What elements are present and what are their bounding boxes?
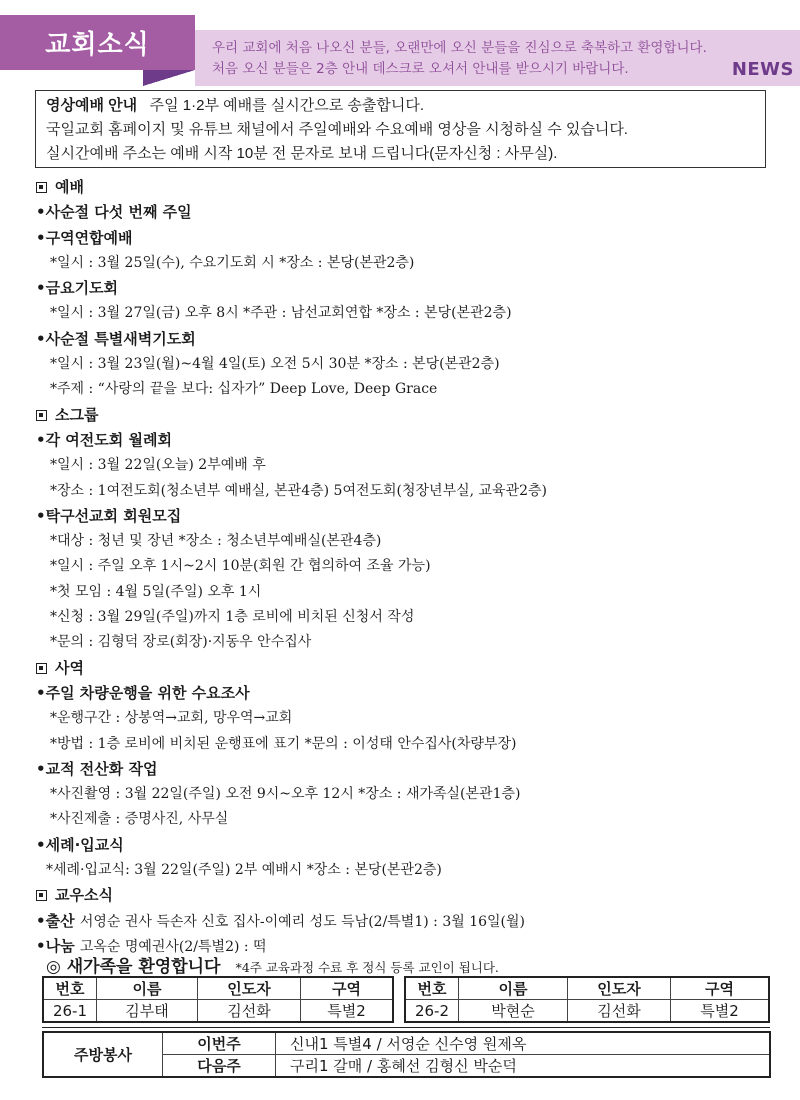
new-family-table-1 bbox=[42, 976, 394, 1023]
detail-line: *사진제출 : 증명사진, 사무실 bbox=[50, 811, 229, 828]
notice-line-2: 국일교회 홈페이지 및 유튜브 채널에서 주일예배와 수요예배 영상을 시청하실 수 있습니다. bbox=[46, 121, 628, 138]
item-text: 서영순 권사 득손자 신호 집사-이예리 성도 득남(2/특별1) : 3월 16일(월) bbox=[79, 913, 525, 930]
worship-item-district-service: •구역연합예배 bbox=[36, 228, 133, 247]
cell-name: 박현순 bbox=[459, 1000, 568, 1023]
column-header: 인도자 bbox=[568, 977, 671, 1000]
square-bullet-icon bbox=[36, 182, 47, 193]
item-text: 고옥순 명예권사(2/특별2) : 떡 bbox=[79, 938, 267, 955]
divider bbox=[42, 1027, 770, 1028]
detail-line: *일시 : 3월 25일(수), 수요기도회 시 *장소 : 본당(본관2층) bbox=[50, 254, 415, 271]
square-bullet-icon bbox=[36, 410, 47, 421]
section-header-smallgroup bbox=[36, 403, 776, 428]
new-family-heading bbox=[46, 952, 499, 977]
cell-district: 특별2 bbox=[671, 1000, 770, 1023]
section-header-members bbox=[36, 883, 776, 908]
detail-line: *사진촬영 : 3월 22일(주일) 오전 9시~오후 12시 *장소 : 새가족실(본관1층) bbox=[50, 786, 521, 803]
detail-line: *운행구간 : 상봉역→교회, 망우역→교회 bbox=[50, 710, 293, 727]
banner-fold-decoration bbox=[143, 70, 195, 86]
members-item-birth bbox=[36, 909, 776, 934]
next-week-value: 구리1 갈매 / 홍혜선 김형신 박순덕 bbox=[276, 1055, 771, 1078]
worship-item-lent-sunday: •사순절 다섯 번째 주일 bbox=[36, 203, 192, 222]
detail-line: *신청 : 3월 29일(주일)까지 1층 로비에 비치된 신청서 작성 bbox=[50, 609, 415, 626]
detail-line: *장소 : 1여전도회(청소년부 예배실, 본관4층) 5여전도회(청장년부실, 교육관2층) bbox=[50, 482, 547, 499]
kitchen-service-table bbox=[42, 1031, 771, 1078]
detail-line: *방법 : 1층 로비에 비치된 운행표에 표기 *문의 : 이성태 안수집사(차량부장) bbox=[50, 735, 517, 752]
section-title: 교우소식 bbox=[55, 886, 113, 905]
column-header: 이름 bbox=[459, 977, 568, 1000]
detail-line: *일시 : 3월 22일(오늘) 2부예배 후 bbox=[50, 457, 266, 474]
cell-number: 26-2 bbox=[405, 1000, 459, 1023]
table-row bbox=[43, 1000, 393, 1023]
ministry-item-vehicle-survey: •주일 차량운행을 위한 수요조사 bbox=[36, 683, 250, 702]
column-header: 이름 bbox=[97, 977, 198, 1000]
table-header-row bbox=[43, 977, 393, 1000]
section-title: 사역 bbox=[55, 658, 84, 677]
section-header-ministry bbox=[36, 656, 776, 681]
ministry-item-records-digitization: •교적 전산화 작업 bbox=[36, 759, 158, 778]
new-family-title: ◎ 새가족을 환영합니다 bbox=[46, 957, 221, 977]
square-bullet-icon bbox=[36, 890, 47, 901]
ministry-item-baptism: •세례·입교식 bbox=[36, 835, 124, 854]
table-header-row bbox=[405, 977, 769, 1000]
welcome-line-1: 우리 교회에 처음 나오신 분들, 오랜만에 오신 분들을 진심으로 축복하고 환영합니다. bbox=[212, 40, 707, 56]
cell-guide: 김선화 bbox=[568, 1000, 671, 1023]
news-badge: NEWS bbox=[731, 59, 794, 80]
notice-text-1: 주일 1·2부 예배를 실시간으로 송출합니다. bbox=[149, 97, 424, 114]
notice-line-1 bbox=[46, 94, 755, 118]
cell-number: 26-1 bbox=[43, 1000, 97, 1023]
column-header: 구역 bbox=[301, 977, 394, 1000]
column-header: 구역 bbox=[671, 977, 770, 1000]
smallgroup-item-women-meeting: •각 여전도회 월례회 bbox=[36, 430, 172, 449]
section-title: 소그룹 bbox=[55, 405, 99, 424]
detail-line: *첫 모임 : 4월 5일(주일) 오후 1시 bbox=[50, 583, 262, 600]
worship-item-dawn-prayer: •사순절 특별새벽기도회 bbox=[36, 329, 196, 348]
column-header: 번호 bbox=[43, 977, 97, 1000]
next-week-label: 다음주 bbox=[163, 1055, 276, 1078]
welcome-line-2: 처음 오신 분들은 2층 안내 데스크로 오셔서 안내를 받으시기 바랍니다. bbox=[212, 61, 629, 77]
cell-name: 김부태 bbox=[97, 1000, 198, 1023]
detail-line: *세례·입교식: 3월 22일(주일) 2부 예배시 *장소 : 본당(본관2층) bbox=[46, 862, 442, 879]
section-title: 예배 bbox=[55, 178, 84, 196]
detail-line: *주제 : “사랑의 끝을 보다: 십자가” Deep Love, Deep Grace bbox=[50, 381, 438, 398]
notice-label: 영상예배 안내 bbox=[46, 97, 138, 114]
worship-item-friday-prayer: •금요기도회 bbox=[36, 279, 119, 298]
this-week-label: 이번주 bbox=[163, 1032, 276, 1055]
section-header-worship bbox=[36, 175, 776, 200]
new-family-note: *4주 교육과정 수료 후 정식 등록 교인이 됩니다. bbox=[235, 960, 499, 975]
cell-guide: 김선화 bbox=[198, 1000, 301, 1023]
page-title: 교회소식 bbox=[0, 15, 195, 70]
welcome-message bbox=[212, 38, 707, 80]
column-header: 인도자 bbox=[198, 977, 301, 1000]
smallgroup-item-pingpong-club: •탁구선교회 회원모집 bbox=[36, 506, 182, 525]
detail-line: *일시 : 3월 23일(월)~4월 4일(토) 오전 5시 30분 *장소 : 본당(본관2층) bbox=[50, 356, 500, 373]
new-family-table-2 bbox=[404, 976, 770, 1023]
detail-line: *대상 : 청년 및 장년 *장소 : 청소년부예배실(본관4층) bbox=[50, 533, 382, 550]
table-row-this-week bbox=[43, 1032, 770, 1055]
square-bullet-icon bbox=[36, 663, 47, 674]
this-week-value: 신내1 특별4 / 서영순 신수영 원제옥 bbox=[276, 1032, 771, 1055]
kitchen-label: 주방봉사 bbox=[43, 1032, 163, 1077]
item-label: •나눔 bbox=[36, 936, 75, 955]
notice-line-3: 실시간예배 주소는 예배 시작 10분 전 문자로 보내 드립니다(문자신청 : 사무실). bbox=[46, 145, 558, 162]
item-label: •출산 bbox=[36, 911, 75, 930]
news-content bbox=[36, 175, 776, 959]
detail-line: *일시 : 3월 27일(금) 오후 8시 *주관 : 남선교회연합 *장소 : 본당(본관2층) bbox=[50, 305, 512, 322]
column-header: 번호 bbox=[405, 977, 459, 1000]
video-worship-notice bbox=[35, 90, 766, 168]
cell-district: 특별2 bbox=[301, 1000, 394, 1023]
table-row bbox=[405, 1000, 769, 1023]
detail-line: *일시 : 주일 오후 1시~2시 10분(회원 간 협의하여 조율 가능) bbox=[50, 558, 431, 575]
detail-line: *문의 : 김형덕 장로(회장)·지동우 안수집사 bbox=[50, 634, 312, 651]
